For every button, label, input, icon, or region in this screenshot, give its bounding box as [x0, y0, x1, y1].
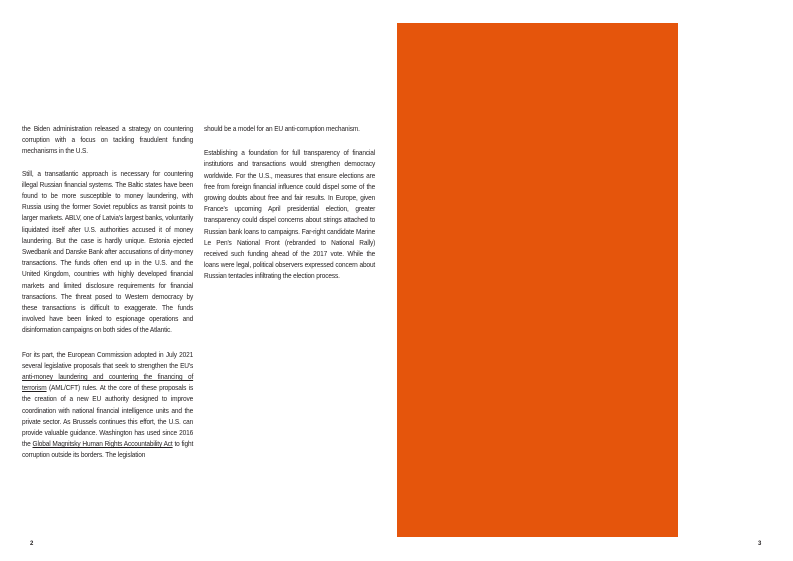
paragraph	[22, 350, 193, 462]
left-page	[0, 0, 396, 561]
paragraph-text: (AML/CFT) rules. At the core of these proposals is the creation of a new EU authority designed to improve coordination with national financial intelligence units and the private sector. As Brussels continues this effort, the U.S. can provide valuable guidance. Washington has used since 2016 the	[22, 384, 194, 449]
page-number: 3	[758, 541, 762, 547]
text-column-2	[204, 124, 375, 296]
aml-cft-link[interactable]: anti-money laundering and countering the financing of terrorism	[22, 373, 194, 393]
page-number: 2	[30, 541, 34, 547]
orange-color-block	[397, 23, 678, 537]
paragraph-text: to fight corruption outside its borders. The legislation	[22, 440, 194, 460]
paragraph-text: For its part, the European Commission adopted in July 2021 several legislative proposals that seek to strengthen the EU's	[22, 350, 194, 370]
right-page	[397, 0, 793, 561]
paragraph: the Biden administration released a strategy on countering corruption with a focus on tackling fraudulent funding mechanisms in the U.S.	[22, 125, 194, 156]
paragraph: should be a model for an EU anti-corruption mechanism.	[204, 125, 360, 133]
magnitsky-act-link[interactable]: Global Magnitsky Human Rights Accountability Act	[32, 440, 173, 449]
paragraph: Still, a transatlantic approach is necessary for countering illegal Russian financial systems. The Baltic states have been found to be more susceptible to money laundering, with Russia using the former Soviet republics as transit points to larger markets. ABLV, one of Latvia's largest banks, voluntarily liquidated itself after U.S. authorities accused it of money laundering. But the case is hardly unique. Estonia ejected Swedbank and Danske Bank after accusations of dirty-money transactions. The funds often end up in the U.S. and the United Kingdom, countries with highly developed financial markets and limited disclosure requirements for financial transactions. The threat posed to Western democracy by these transactions is difficult to exaggerate. The funds involved have been linked to espionage operations and disinformation campaigns on both sides of the Atlantic.	[22, 169, 194, 335]
paragraph: Establishing a foundation for full transparency of financial institutions and transactions would strengthen democracy worldwide. For the U.S., measures that ensure elections are free from foreign financial influence could dispel some of the growing doubts about free and fair results. In Europe, given France's upcoming April presidential election, greater transparency could dispel concerns about strings attached to Russian bank loans to campaigns. Far-right candidate Marine Le Pen's National Front (rebranded to National Rally) received such funding ahead of the 2017 vote. While the loans were legal, political observers expressed concern about Russian tentacles infiltrating the election process.	[204, 149, 376, 281]
text-column-1	[22, 124, 193, 475]
